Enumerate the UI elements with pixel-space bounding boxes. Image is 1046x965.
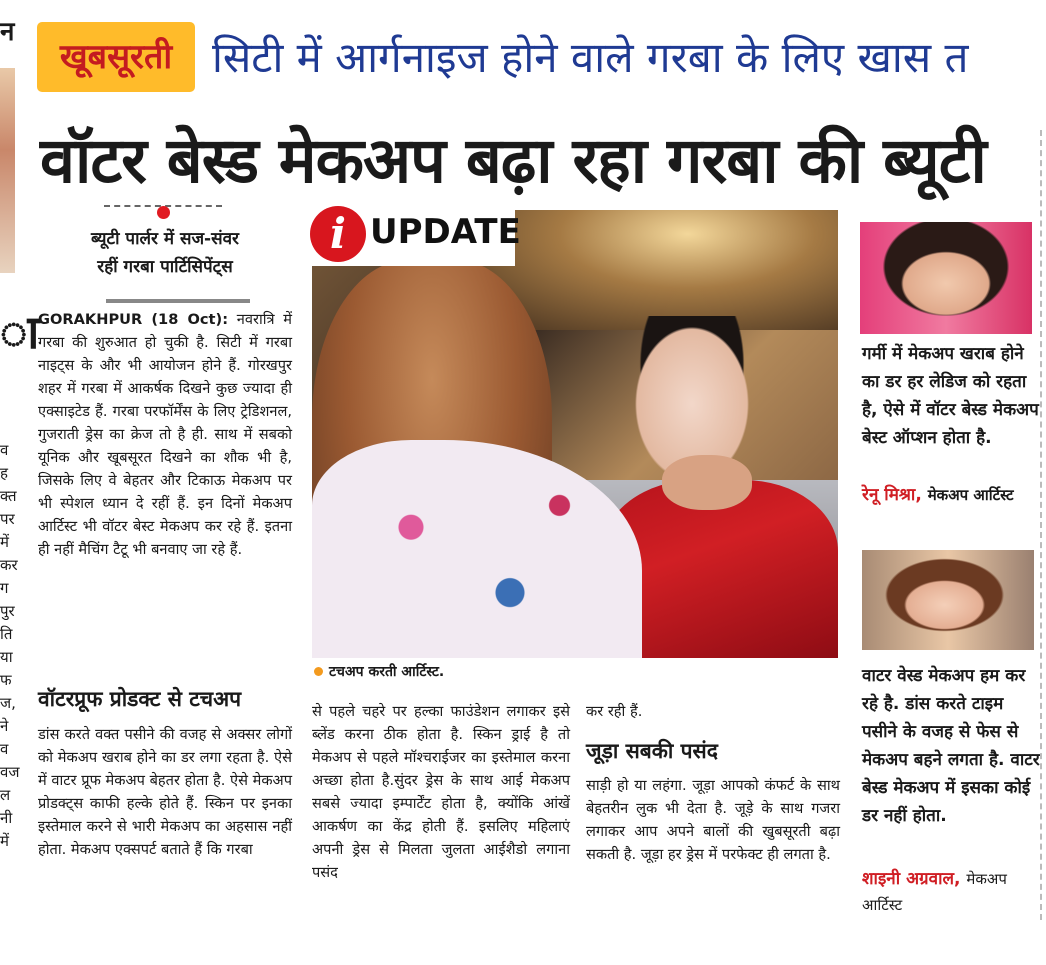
section-heading-juda: जूड़ा सबकी पसंद: [586, 739, 718, 763]
update-label: UPDATE: [370, 212, 521, 252]
left-fragment-line: नी: [0, 809, 13, 827]
photo-artist-dress: [312, 440, 642, 658]
left-fragment-photo: [0, 68, 15, 273]
section-kicker: [37, 22, 195, 92]
left-fragment-line: ल: [0, 786, 11, 804]
body-paragraph-2: डांस करते वक्त पसीने की वजह से अक्सर लोगों को मेकअप खराब होने का डर लगा रहता है. ऐसे में वाटर प्रूफ मेकअप बेहतर होता है. ऐसे मेकअप प्रोडक्ट्स काफी हल्के होते हैं. स्किन पर इनका इस्तेमाल करने से भारी मेकअप का अहसास नहीं होता. मेकअप एक्सपर्ट बताते हैं कि गरबा: [38, 726, 292, 858]
update-badge: [310, 204, 521, 266]
caption-text: टचअप करती आर्टिस्ट.: [329, 664, 445, 680]
left-fragment-line: ग: [0, 579, 9, 597]
byline-name: शाइनी अग्रवाल,: [862, 869, 961, 889]
body-paragraph-4: कर रही हैं.: [586, 703, 643, 720]
left-fragment-line: पुर: [0, 602, 15, 620]
headline: वॉटर बेस्ड मेकअप बढ़ा रहा गरबा की ब्यूटी: [40, 124, 986, 197]
main-photo: [312, 210, 838, 658]
portrait-renu-mishra: [860, 222, 1032, 334]
intro-divider-dot: [157, 206, 170, 219]
intro-blurb: [45, 225, 285, 281]
left-fragment-line: पर: [0, 510, 15, 528]
portrait-shaini-agrawal: [862, 550, 1034, 650]
caption-bullet-icon: [314, 667, 323, 676]
left-fragment-line: ज,: [0, 694, 16, 712]
left-fragment-line: ति: [0, 625, 13, 643]
paragraph-text: नवरात्रि में गरबा की शुरुआत हो चुकी है. सिटी में गरबा नाइट्स के और भी आयोजन होने हैं. गोरखपुर शहर में गरबा में आकर्षक दिखने कुछ ज्यादा ही एक्साइटेड हैं. गरबा परफॉर्मेंस के लिए ट्रेडिशनल, गुजराती ड्रेस का क्रेज तो है ही. साथ में सबको यूनिक और खूबसूरत दिखने का शौक भी है, जिसके लिए वे बेहतर और टिकाऊ मेकअप पर भी स्पेशल ध्यान दे रहीं हैं. इन दिनों मेकअप आर्टिस्ट भी वॉटर बेस्ट मेकअप कर रहे हैं. इतना ही नहीं मैचिंग टैटू भी बनवाए जा रहे हैं.: [38, 311, 293, 558]
byline-role: मेकअप आर्टिस्ट: [862, 870, 1007, 914]
left-fragment-line: ने: [0, 717, 9, 735]
intro-underline: [106, 299, 250, 303]
body-paragraph-1: [38, 308, 292, 561]
left-fragment-line: में: [0, 533, 9, 551]
info-icon: i: [310, 206, 366, 262]
kicker-label: खूबसूरती: [59, 37, 173, 77]
intro-line: ब्यूटी पार्लर में सज-संवर: [90, 229, 240, 249]
left-fragment-big-letter: ा: [0, 305, 40, 359]
byline-role: मेकअप आर्टिस्ट: [927, 486, 1014, 504]
left-fragment-line: ह: [0, 464, 8, 482]
body-paragraph-5: साड़ी हो या लहंगा. जूड़ा आपको कंफर्ट के साथ बेहतरीन लुक भी देता है. जूड़े के साथ गजरा लगाकर आप अपने बालों की खुबसूरती बढ़ा सकती है. जूड़ा हर ड्रेस में परफेक्ट ही लगता है.: [586, 777, 840, 863]
section-heading-waterproof: वॉटरप्रूफ प्रोडक्ट से टचअप: [38, 687, 242, 711]
left-fragment-line: व: [0, 441, 9, 459]
left-adjacent-column: [0, 0, 40, 965]
left-fragment-line: कर: [0, 556, 18, 574]
byline-1: [862, 482, 1042, 508]
intro-line: रहीं गरबा पार्टिसिपेंट्स: [97, 257, 233, 277]
left-fragment-line: या: [0, 648, 13, 666]
photo-bride-face: [627, 316, 757, 476]
subheadline: सिटी में आर्गनाइज होने वाले गरबा के लिए खास त: [212, 33, 969, 82]
body-paragraph-3: से पहले चहरे पर हल्का फाउंडेशन लगाकर इसे ब्लेंड करना ठीक होता है. स्किन ड्राई है तो मेकअप से पहले मॉश्चराईजर का इस्तेमाल करना अच्छा होता है.सुंदर ड्रेस के साथ आई मेकअप सबसे ज्यादा इम्पार्टेंट होता है, क्योंकि आंखें आकर्षण का केंद्र होती हैं. इसलिए महिलाएं अपनी ड्रेस से मिलता जुलता आईशैडो लगाना पसंद: [312, 703, 570, 881]
quote-2: वाटर वेस्ड मेकअप हम कर रहे है. डांस करते टाइम पसीने के वजह से फेस से मेकअप बहने लगता है. वाटर बेस्ड मेकअप में इसका कोई डर नहीं होता.: [862, 666, 1040, 826]
photo-hand: [662, 455, 752, 510]
left-fragment-line: क्त: [0, 487, 17, 505]
column-separator: [1040, 130, 1042, 920]
left-fragment-line: में: [0, 832, 9, 850]
dateline: GORAKHPUR (18 Oct):: [38, 311, 229, 328]
byline-2: [862, 866, 1042, 918]
photo-caption: [314, 662, 444, 681]
byline-name: रेनू मिश्रा,: [862, 485, 922, 505]
left-fragment-heading: न: [0, 17, 15, 47]
left-fragment-line: वज: [0, 763, 20, 781]
left-fragment-line: फ: [0, 671, 12, 689]
quote-1: गर्मी में मेकअप खराब होने का डर हर लेडिज को रहता है, ऐसे में वॉटर बेस्ड मेकअप बेस्ट ऑप्शन होता है.: [862, 344, 1039, 448]
left-fragment-line: व: [0, 740, 9, 758]
